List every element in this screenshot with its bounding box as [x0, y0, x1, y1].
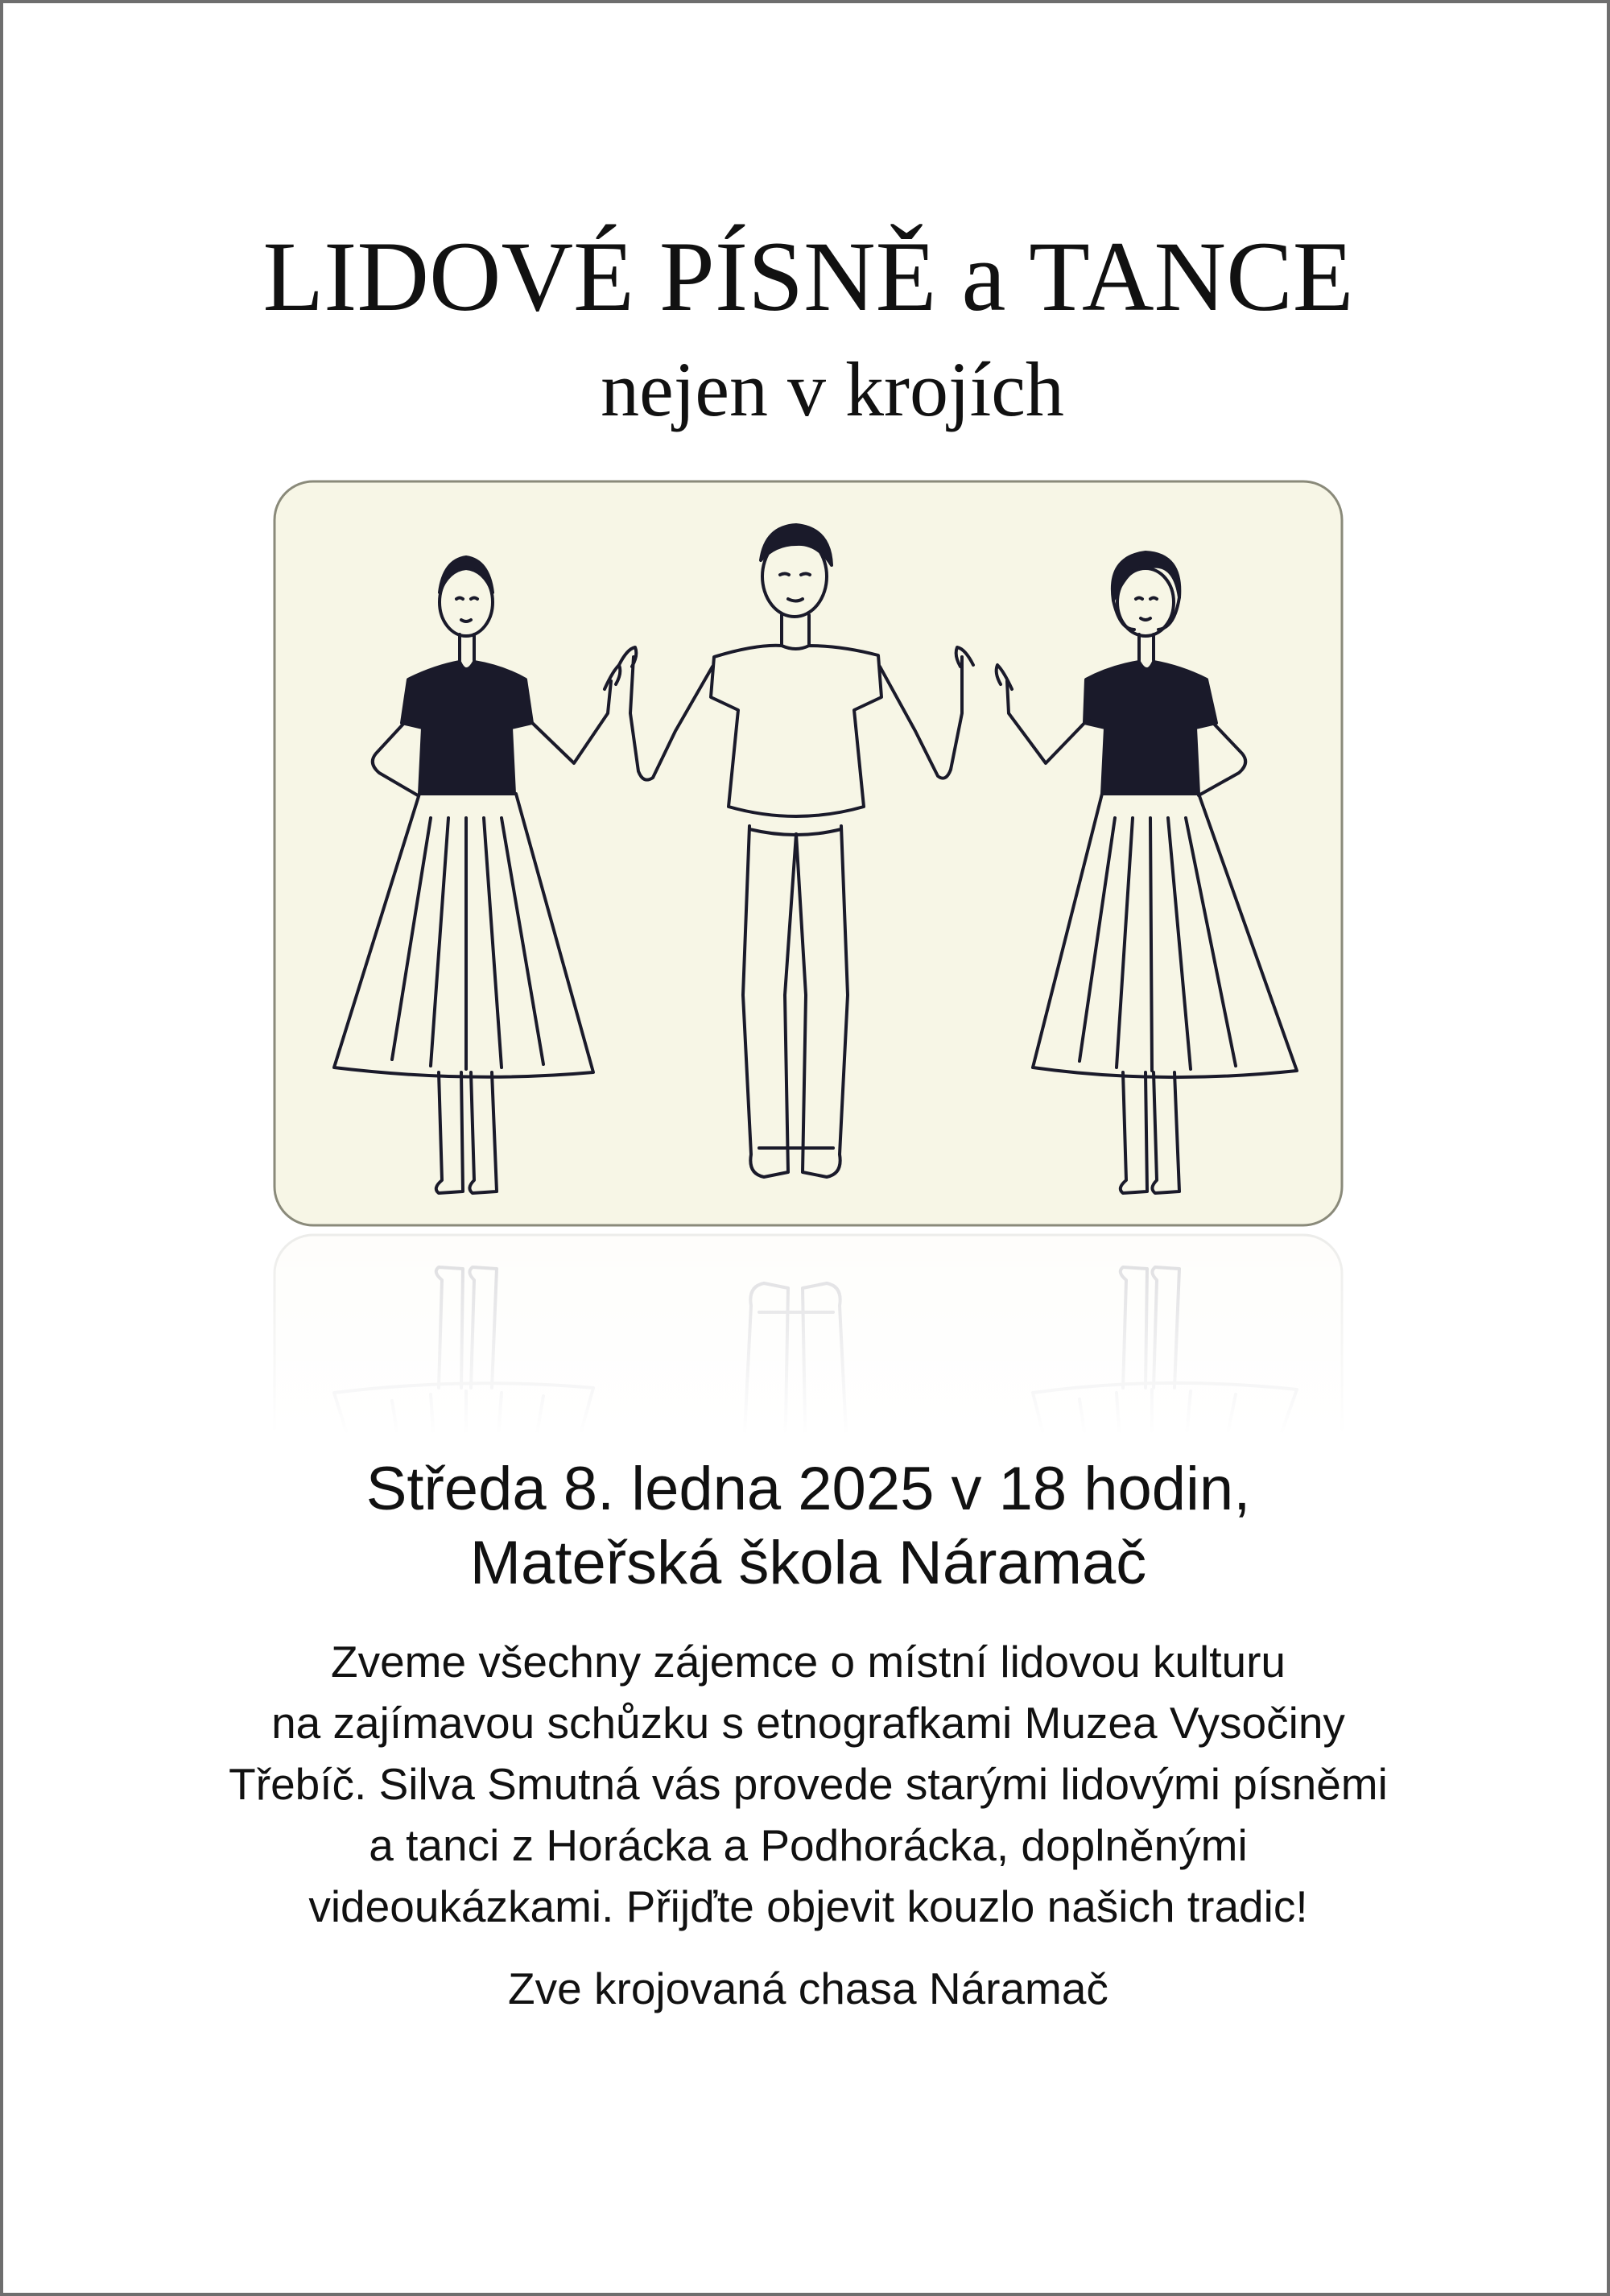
reflection-image [273, 1233, 1344, 1435]
event-date-time: Středa 8. ledna 2025 v 18 hodin, [365, 1455, 1251, 1523]
event-place: Mateřská škola Náramač [469, 1529, 1147, 1597]
description-line: videoukázkami. Přijďte objevit kouzlo našich tradic! [308, 1881, 1308, 1931]
poster-signature: Zve krojovaná chasa Náramač [508, 1964, 1108, 2013]
three-folk-dancers-icon [273, 480, 1344, 1227]
event-description [3, 1631, 1610, 1937]
description-line: na zajímavou schůzku s etnografkami Muzea Vysočiny [271, 1698, 1345, 1748]
poster-subtitle: nejen v krojích [601, 346, 1064, 432]
description-line: Zveme všechny zájemce o místní lidovou kulturu [330, 1637, 1286, 1687]
description-line: Třebíč. Silva Smutná vás provede starými lidovými písněmi [229, 1759, 1388, 1809]
description-line: a tanci z Horácka a Podhorácka, doplněnými [369, 1820, 1248, 1870]
dancers-illustration [273, 480, 1344, 1227]
illustration-reflection [273, 1233, 1344, 1435]
event-info [3, 1452, 1610, 1600]
poster-title: LIDOVÉ PÍSNĚ a TANCE [262, 221, 1354, 332]
